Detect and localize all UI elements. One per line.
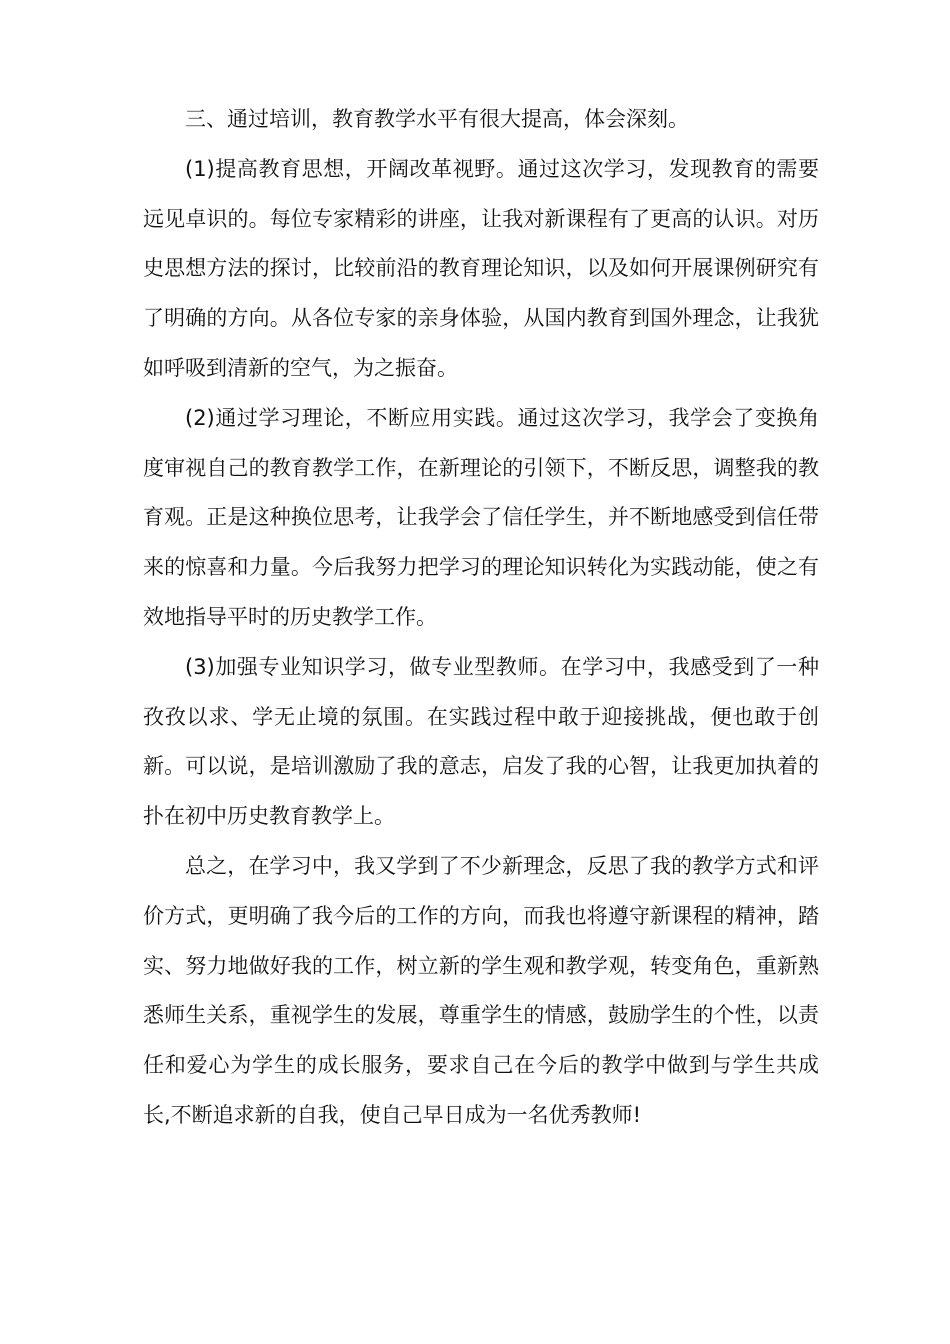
paragraph-1: (1)提高教育思想，开阔改革视野。通过这次学习，发现教育的需要远见卓识的。每位专家精彩的讲座，让我对新课程有了更高的认识。对历史思想方法的探讨，比较前沿的教育理论知识，以及如何开展课例研究有了明确的方向。从各位专家的亲身体验，从国内教育到国外理念，让我犹如呼吸到清新的空气，为之振奋。 [143,156,819,380]
section-heading: 三、通过培训，教育教学水平有很大提高，体会深刻。 [185,107,689,131]
paragraph-3: (3)加强专业知识学习，做专业型教师。在学习中，我感受到了一种孜孜以求、学无止境的氛围。在实践过程中敢于迎接挑战，便也敢于创新。可以说，是培训激励了我的意志，启发了我的心智，让我更加执着的扑在初中历史教育教学上。 [143,654,819,829]
paragraph-2: (2)通过学习理论，不断应用实践。通过这次学习，我学会了变换角度审视自己的教育教学工作，在新理论的引领下，不断反思，调整我的教育观。正是这种换位思考，让我学会了信任学生，并不断地感受到信任带来的惊喜和力量。今后我努力把学习的理论知识转化为实践动能，使之有效地指导平时的历史教学工作。 [143,405,819,629]
conclusion-paragraph: 总之，在学习中，我又学到了不少新理念，反思了我的教学方式和评价方式，更明确了我今后的工作的方向，而我也将遵守新课程的精神，踏实、努力地做好我的工作，树立新的学生观和教学观，转变角色，重新熟悉师生关系，重视学生的发展，尊重学生的情感，鼓励学生的个性，以责任和爱心为学生的成长服务，要求自己在今后的教学中做到与学生共成长,不断追求新的自我，使自己早日成为一名优秀教师! [143,853,819,1127]
document-body [143,95,819,1141]
